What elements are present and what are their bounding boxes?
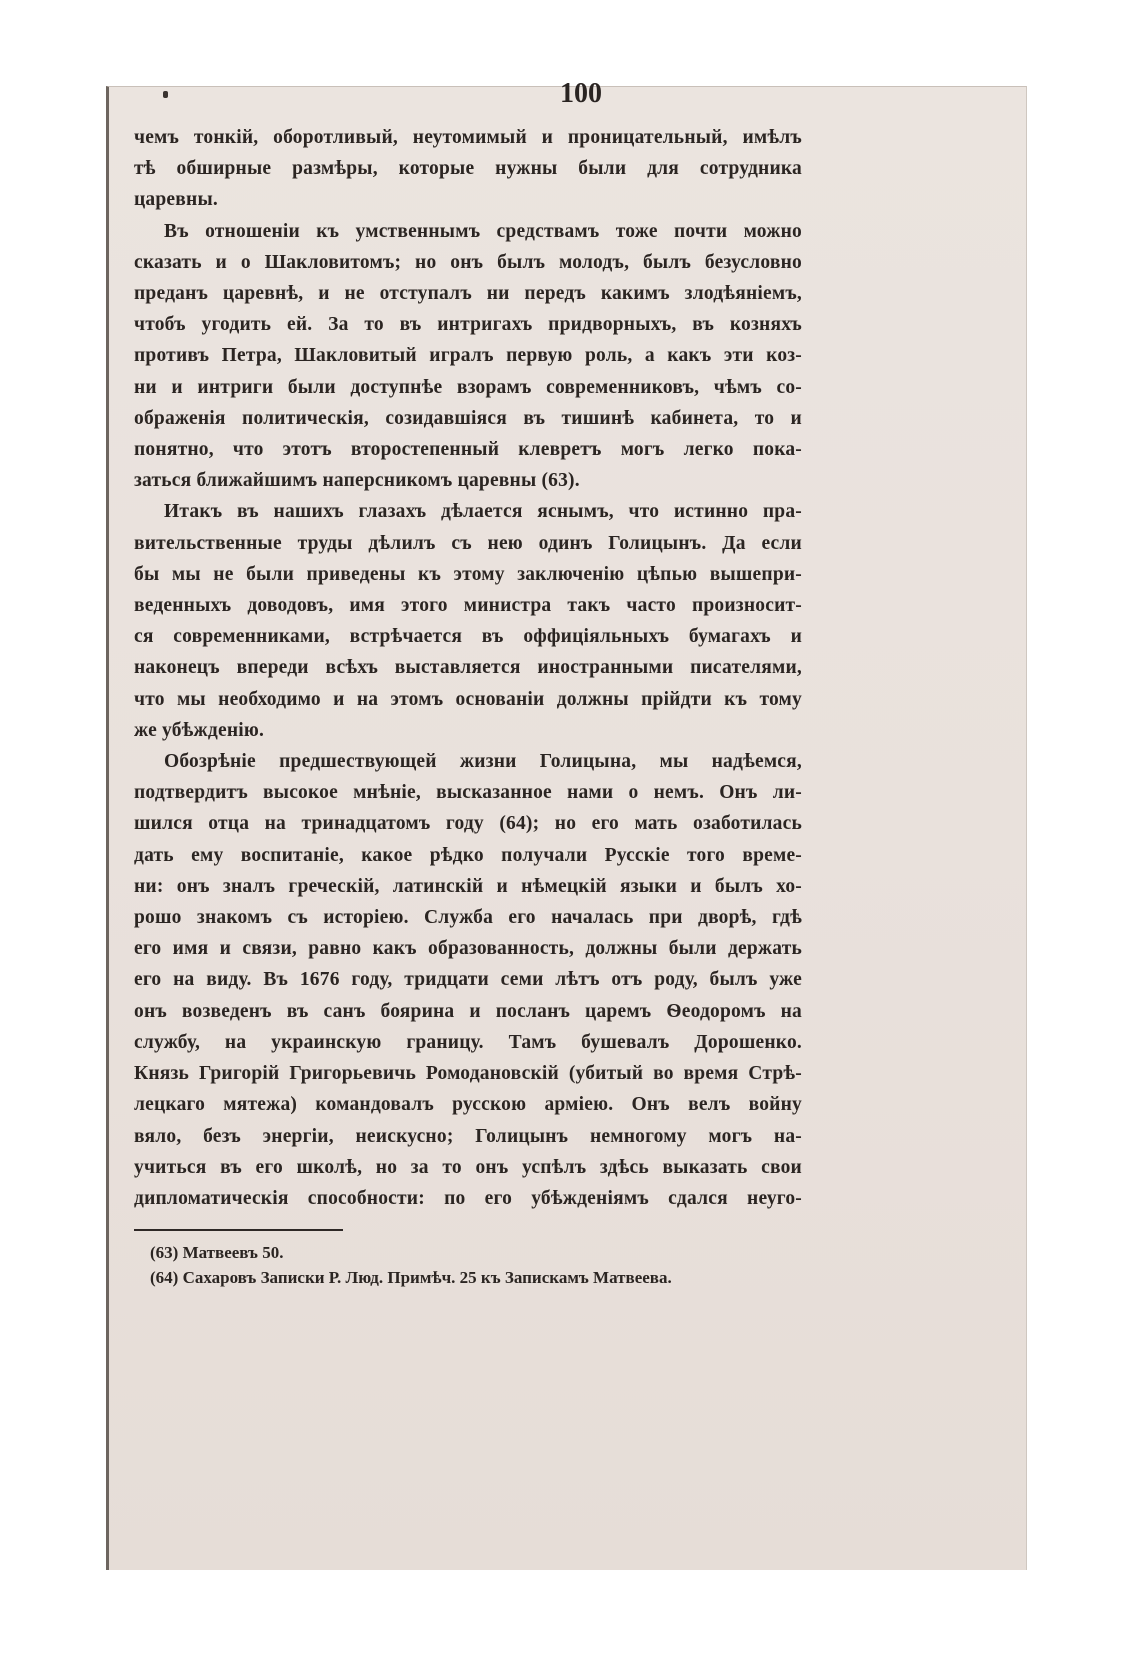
text-line: бы мы не были приведены къ этому заключенію цѣпью вышепри-	[134, 563, 802, 585]
text-line: шился отца на тринадцатомъ году (64); но его мать озаботилась	[134, 813, 802, 835]
text-line: Итакъ въ нашихъ глазахъ дѣлается яснымъ, что истинно пра-	[164, 501, 802, 523]
text-line: чтобъ угодить ей. За то въ интригахъ придворныхъ, въ козняхъ	[134, 314, 802, 336]
footnote: (63) Матвеевъ 50.	[150, 1243, 284, 1262]
text-line: наконецъ впереди всѣхъ выставляется иностранными писателями,	[134, 657, 802, 679]
body-text	[134, 122, 802, 1214]
text-line: службу, на украинскую границу. Тамъ бушевалъ Дорошенко.	[134, 1031, 802, 1053]
text-line: ображенія политическія, созидавшіяся въ тишинѣ кабинета, то и	[134, 407, 802, 429]
text-line: сказать и о Шакловитомъ; но онъ былъ молодъ, былъ безусловно	[134, 251, 802, 273]
page-number: 100	[560, 78, 602, 109]
text-line: его на виду. Въ 1676 году, тридцати семи лѣтъ отъ роду, былъ уже	[134, 969, 802, 991]
text-line: противъ Петра, Шакловитый игралъ первую роль, а какъ эти коз-	[134, 345, 802, 367]
text-line: подтвердитъ высокое мнѣніе, высказанное нами о немъ. Онъ ли-	[134, 782, 802, 804]
text-line: лецкаго мятежа) командовалъ русскою арміею. Онъ велъ войну	[134, 1094, 802, 1116]
text-line: его имя и связи, равно какъ образованность, должны были держать	[134, 938, 802, 960]
text-line: онъ возведенъ въ санъ боярина и посланъ царемъ Ѳеодоромъ на	[134, 1000, 802, 1022]
text-line: ни и интриги были доступнѣе взорамъ современниковъ, чѣмъ со-	[134, 376, 802, 398]
text-line: царевны.	[134, 189, 218, 211]
text-line: Князь Григорій Григорьевичь Ромодановскій (убитый во время Стрѣ-	[134, 1063, 802, 1085]
text-line: учиться въ его школѣ, но за то онъ успѣлъ здѣсь выказать свои	[134, 1156, 802, 1178]
text-line: вительственные труды дѣлилъ съ нею одинъ Голицынъ. Да если	[134, 532, 802, 554]
text-line: чемъ тонкій, оборотливый, неутомимый и проницательный, имѣлъ	[134, 127, 802, 148]
text-line: заться ближайшимъ наперсникомъ царевны (63).	[134, 470, 580, 492]
text-line: Обозрѣніе предшествующей жизни Голицына, мы надѣемся,	[164, 751, 802, 773]
text-line: ни: онъ зналъ греческій, латинскій и нѣмецкій языки и былъ хо-	[134, 875, 802, 897]
footnotes	[150, 1240, 810, 1290]
text-line: веденныхъ доводовъ, имя этого министра такъ часто произносит-	[134, 595, 802, 617]
ink-mark	[163, 91, 168, 98]
text-line: что мы необходимо и на этомъ основаніи должны прійдти къ тому	[134, 688, 802, 710]
text-line: преданъ царевнѣ, и не отступалъ ни передъ какимъ злодѣяніемъ,	[134, 283, 802, 305]
footnote-rule	[134, 1229, 343, 1231]
text-line: Въ отношеніи къ умственнымъ средствамъ тоже почти можно	[164, 220, 802, 242]
text-line: тѣ обширные размѣры, которые нужны были для сотрудника	[134, 158, 802, 180]
text-line: же убѣжденію.	[134, 719, 265, 741]
text-line: понятно, что этотъ второстепенный клевретъ могъ легко пока-	[134, 439, 802, 461]
text-line: вяло, безъ энергіи, неискусно; Голицынъ немногому могъ на-	[134, 1125, 802, 1147]
text-line: дипломатическія способности: по его убѣжденіямъ сдался неуго-	[134, 1187, 802, 1209]
text-line: рошо знакомъ съ исторіею. Служба его началась при дворѣ, гдѣ	[134, 907, 802, 929]
text-line: ся современниками, встрѣчается въ оффиціяльныхъ бумагахъ и	[134, 626, 802, 648]
text-line: дать ему воспитаніе, какое рѣдко получали Русскіе того време-	[134, 844, 802, 866]
footnote: (64) Сахаровъ Записки Р. Люд. Примѣч. 25 къ Запискамъ Матвеева.	[150, 1268, 672, 1287]
